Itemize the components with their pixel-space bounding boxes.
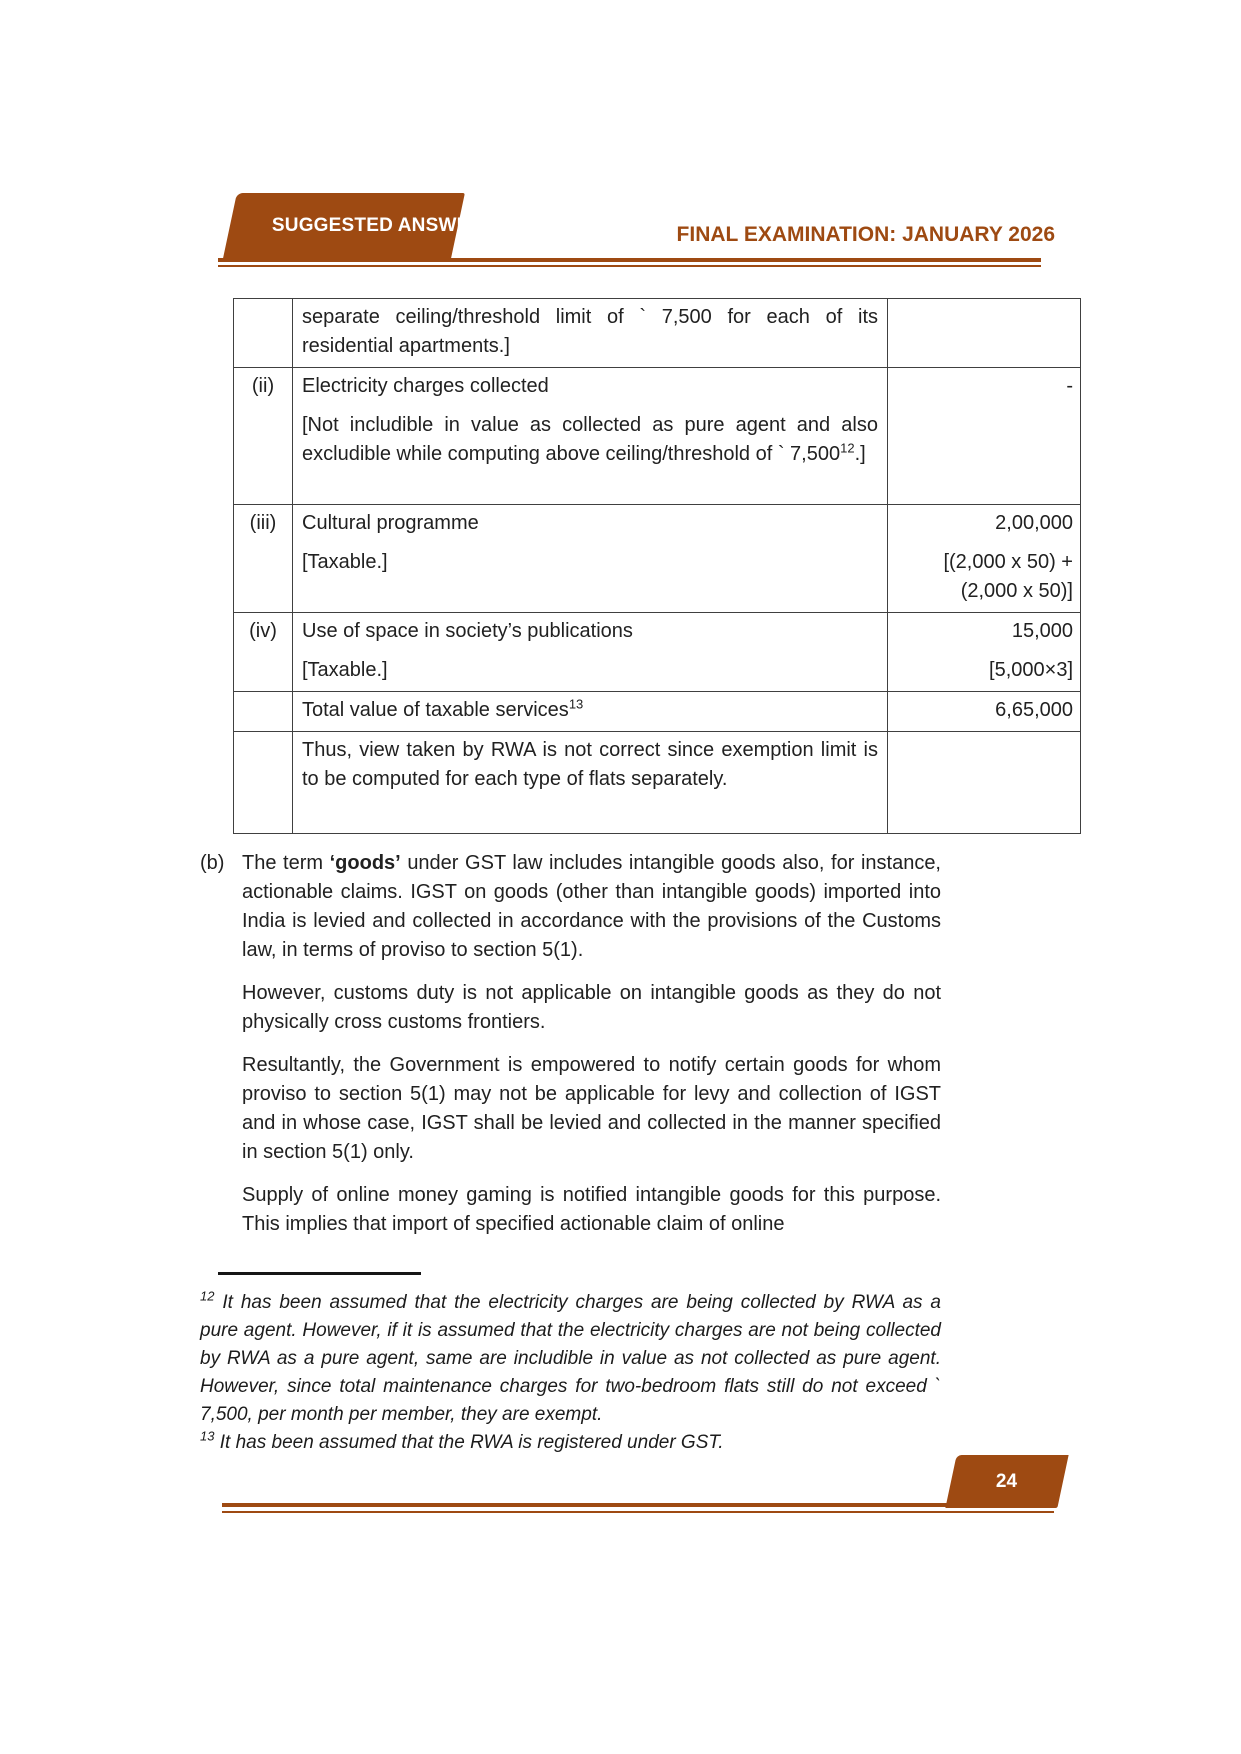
cell-particulars (293, 368, 888, 505)
answer-section-b (200, 849, 941, 1253)
cell-amount (888, 692, 1081, 732)
cell-serial: (iii) (234, 505, 293, 613)
cell-serial: (iv) (234, 613, 293, 692)
footnote-ref-12: 12 (840, 440, 855, 456)
footer-rule-thin (222, 1511, 1054, 1513)
table-row-conclusion (234, 732, 1081, 834)
cell-particulars (293, 299, 888, 368)
particulars-text: separate ceiling/threshold limit of ` 7,500 for each of its residential apartments.] (302, 306, 878, 357)
paragraph-1 (242, 849, 941, 965)
page-number-badge (945, 1455, 1068, 1508)
table-row-ii (234, 368, 1081, 505)
header-rule-thin (218, 265, 1041, 267)
footnote-12-text: It has been assumed that the electricity charges are being collected by RWA as a pure agent. However, if it is assumed that the electricity charges are not being collected by RWA as a pure agent, same are includible in value as not collected as pure agent. However, since total maintenance charges for two-bedroom flats still do not exceed ` 7,500, per month per member, they are exempt. (200, 1292, 941, 1425)
cell-amount (888, 505, 1081, 613)
table-row-iv (234, 613, 1081, 692)
paragraph-2: However, customs duty is not applicable on intangible goods as they do not physically cross customs frontiers. (242, 982, 941, 1033)
footnote-12-marker: 12 (200, 1288, 215, 1304)
total-label (302, 696, 878, 725)
particulars-note (302, 411, 878, 469)
cell-serial (234, 299, 293, 368)
amount-calc: [(2,000 x 50) + (943, 551, 1073, 573)
particulars-text: Cultural programme (302, 512, 479, 534)
paragraph-text: under GST law includes intangible goods also, for instance, actionable claims. IGST on goods (other than intangible goods) imported into India is levied and collected in accordance with the provisions of the Customs law, in terms of proviso to section 5(1). (242, 852, 941, 961)
footnotes (200, 1289, 941, 1457)
cell-particulars (293, 505, 888, 613)
footnote-13-marker: 13 (200, 1428, 215, 1444)
particulars-text: Electricity charges collected (302, 375, 549, 397)
cell-serial: (ii) (234, 368, 293, 505)
paragraph-text: The term (242, 852, 330, 874)
footnote-13 (200, 1429, 941, 1457)
header-banner (223, 193, 497, 258)
cell-total-label (293, 692, 888, 732)
paragraph-3: Resultantly, the Government is empowered to notify certain goods for whom proviso to section 5(1) may not be applicable for levy and collection of IGST and in whose case, IGST shall be levied and collected in the manner specified in section 5(1) only. (242, 1054, 941, 1163)
page-number: 24 (996, 1470, 1018, 1492)
note-text: [Not includible in value as collected as pure agent and also excludible while computing above ceiling/threshold of ` 7,500 (302, 414, 878, 465)
computation-table (233, 298, 1081, 834)
total-amount: 6,65,000 (995, 699, 1073, 721)
cell-amount (888, 613, 1081, 692)
note-text-end: .] (854, 443, 866, 465)
amount-calc: [5,000×3] (989, 659, 1073, 681)
amount-value: 15,000 (1011, 620, 1073, 642)
particulars-note: [Taxable.] (302, 551, 388, 573)
footnote-12 (200, 1289, 941, 1429)
header-rule-thick (218, 258, 1041, 262)
particulars-note: [Taxable.] (302, 659, 388, 681)
cell-amount (888, 732, 1081, 834)
conclusion-text: Thus, view taken by RWA is not correct since exemption limit is to be computed for each type of flats separately. (302, 739, 878, 790)
amount-value: 2,00,000 (995, 512, 1073, 534)
footnote-separator (218, 1272, 421, 1275)
cell-amount (888, 368, 1081, 505)
emphasized-term: ‘goods’ (329, 852, 401, 874)
banner-title: SUGGESTED ANSWERS (272, 214, 497, 236)
footnote-ref-13: 13 (568, 696, 584, 712)
footer-rule-thick (222, 1503, 1041, 1507)
answer-label: (b) (200, 852, 225, 874)
particulars-text: Use of space in society’s publications (302, 620, 633, 642)
table-row-total (234, 692, 1081, 732)
paragraph-4: Supply of online money gaming is notified intangible goods for this purpose. This implies that import of specified actionable claim of online (242, 1184, 941, 1235)
cell-serial (234, 732, 293, 834)
table-row-continuation (234, 299, 1081, 368)
total-text: Total value of taxable services (302, 699, 569, 721)
amount-value: - (1066, 375, 1073, 397)
exam-title: FINAL EXAMINATION: JANUARY 2026 (676, 223, 1055, 246)
cell-serial (234, 692, 293, 732)
amount-calc: (2,000 x 50)] (960, 580, 1073, 602)
cell-conclusion (293, 732, 888, 834)
cell-amount (888, 299, 1081, 368)
cell-particulars (293, 613, 888, 692)
footnote-13-text: It has been assumed that the RWA is registered under GST. (214, 1432, 724, 1453)
table-row-iii (234, 505, 1081, 613)
